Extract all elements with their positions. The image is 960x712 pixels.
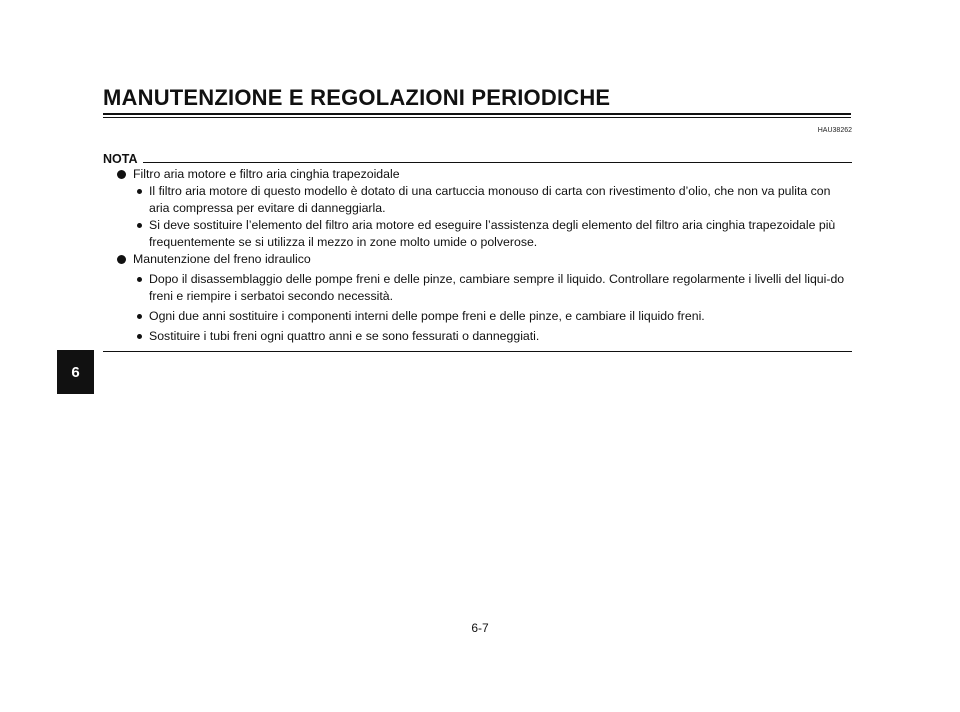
list-item-text: Dopo il disassemblaggio delle pompe freni e delle pinze, cambiare sempre il liquido. Controllare regolarmente i livelli del liqui-do freni e riempire i serbatoi secondo necessità.	[149, 272, 845, 303]
note-group-brake	[103, 251, 852, 345]
bullet-icon	[117, 255, 126, 264]
reference-code: HAU38262	[817, 127, 852, 134]
list-item-text: Ogni due anni sostituire i componenti interni delle pompe freni e delle pinze, e cambiare il liquido freni.	[149, 309, 705, 323]
title-rule-thick	[103, 113, 851, 115]
bullet-icon	[137, 277, 142, 282]
note-label: NOTA	[103, 152, 138, 166]
section-header	[103, 86, 851, 118]
group-title	[103, 251, 852, 268]
list-item-text: Sostituire i tubi freni ogni quattro anni e se sono fessurati o danneggiati.	[149, 329, 540, 343]
list-item	[103, 308, 852, 325]
note-header	[103, 152, 852, 166]
note-end-rule	[103, 351, 852, 352]
page-number: 6-7	[471, 621, 489, 635]
group-title-text: Manutenzione del freno idraulico	[133, 252, 311, 266]
chapter-tab: 6	[57, 350, 94, 394]
section-title: MANUTENZIONE E REGOLAZIONI PERIODICHE	[103, 85, 611, 110]
list-item	[103, 328, 852, 345]
note-group-air-filter	[103, 166, 852, 251]
bullet-icon	[137, 334, 142, 339]
bullet-icon	[137, 223, 142, 228]
title-rule-thin	[103, 117, 851, 118]
bullet-icon	[117, 170, 126, 179]
bullet-icon	[137, 314, 142, 319]
bullet-icon	[137, 189, 142, 194]
group-title-text: Filtro aria motore e filtro aria cinghia trapezoidale	[133, 167, 400, 181]
list-item-text: Il filtro aria motore di questo modello è dotato di una cartuccia monouso di carta con rivestimento d’olio, che non va pulita con aria compressa per evitare di danneggiarla.	[149, 184, 831, 215]
note-header-rule	[143, 162, 853, 163]
list-item	[103, 183, 852, 217]
group-title	[103, 166, 852, 183]
note-box	[103, 152, 852, 352]
list-item	[103, 217, 852, 251]
list-item-text: Si deve sostituire l’elemento del filtro aria motore ed eseguire l’assistenza degli elemento del filtro aria cinghia trapezoidale più frequentemente se si utilizza il mezzo in zone molto umide o polverose.	[149, 218, 836, 249]
list-item	[103, 271, 852, 305]
